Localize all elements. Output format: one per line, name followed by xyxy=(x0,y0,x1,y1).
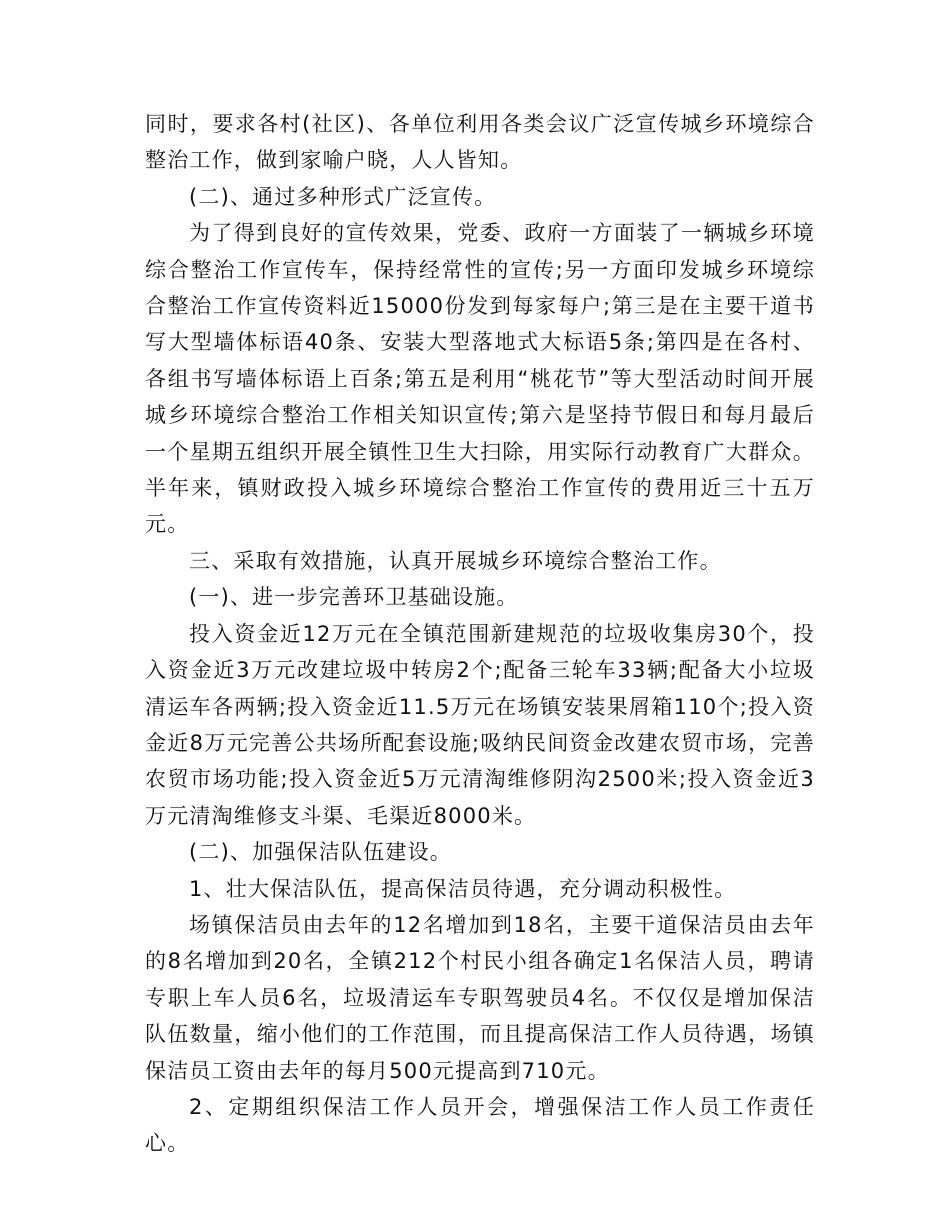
paragraph-continuation: 同时，要求各村(社区)、各单位利用各类会议广泛宣传城乡环境综合整治工作，做到家喻户晓，人人皆知。 xyxy=(145,112,815,173)
paragraph-infrastructure-investment: 投入资金近12万元在全镇范围新建规范的垃圾收集房30个，投入资金近3万元改建垃圾中转房2个;配备三轮车33辆;配备大小垃圾清运车各两辆;投入资金近11.5万元在场镇安装果屑箱110个;投入资金近8万元完善公共场所配套设施;吸纳民间资金改建农贸市场，完善农贸市场功能;投入资金近5万元清淘维修阴沟2500米;投入资金近3万元清淘维修支斗渠、毛渠近8000米。 xyxy=(145,621,815,828)
subheading-sanitation-infrastructure: (一)、进一步完善环卫基础设施。 xyxy=(189,585,519,610)
heading-section-three: 三、采取有效措施，认真开展城乡环境综合整治工作。 xyxy=(189,548,722,573)
item-expand-cleaning-team: 1、壮大保洁队伍，提高保洁员待遇，充分调动积极性。 xyxy=(189,876,737,901)
subheading-diverse-publicity: (二)、通过多种形式广泛宣传。 xyxy=(189,184,497,209)
document-body xyxy=(145,106,815,1162)
paragraph-publicity-measures: 为了得到良好的宣传效果，党委、政府一方面装了一辆城乡环境综合整治工作宣传车，保持经常性的宣传;另一方面印发城乡环境综合整治工作宣传资料近15000份发到每家每户;第三是在主要干道书写大型墙体标语40条、安装大型落地式大标语5条;第四是在各村、各组书写墙体标语上百条;第五是利用“桃花节”等大型活动时间开展城乡环境综合整治工作相关知识宣传;第六是坚持节假日和每月最后一个星期五组织开展全镇性卫生大扫除，用实际行动教育广大群众。半年来，镇财政投入城乡环境综合整治工作宣传的费用近三十五万元。 xyxy=(145,221,815,537)
paragraph-cleaning-staff: 场镇保洁员由去年的12名增加到18名，主要干道保洁员由去年的8名增加到20名，全镇212个村民小组各确定1名保洁人员，聘请专职上车人员6名，垃圾清运车专职驾驶员4名。不仅仅是增加保洁队伍数量，缩小他们的工作范围，而且提高保洁工作人员待遇，场镇保洁员工资由去年的每月500元提高到710元。 xyxy=(145,912,815,1083)
subheading-cleaning-team: (二)、加强保洁队伍建设。 xyxy=(189,840,452,865)
item-regular-meetings: 2、定期组织保洁工作人员开会，增强保洁工作人员工作责任心。 xyxy=(145,1094,815,1156)
